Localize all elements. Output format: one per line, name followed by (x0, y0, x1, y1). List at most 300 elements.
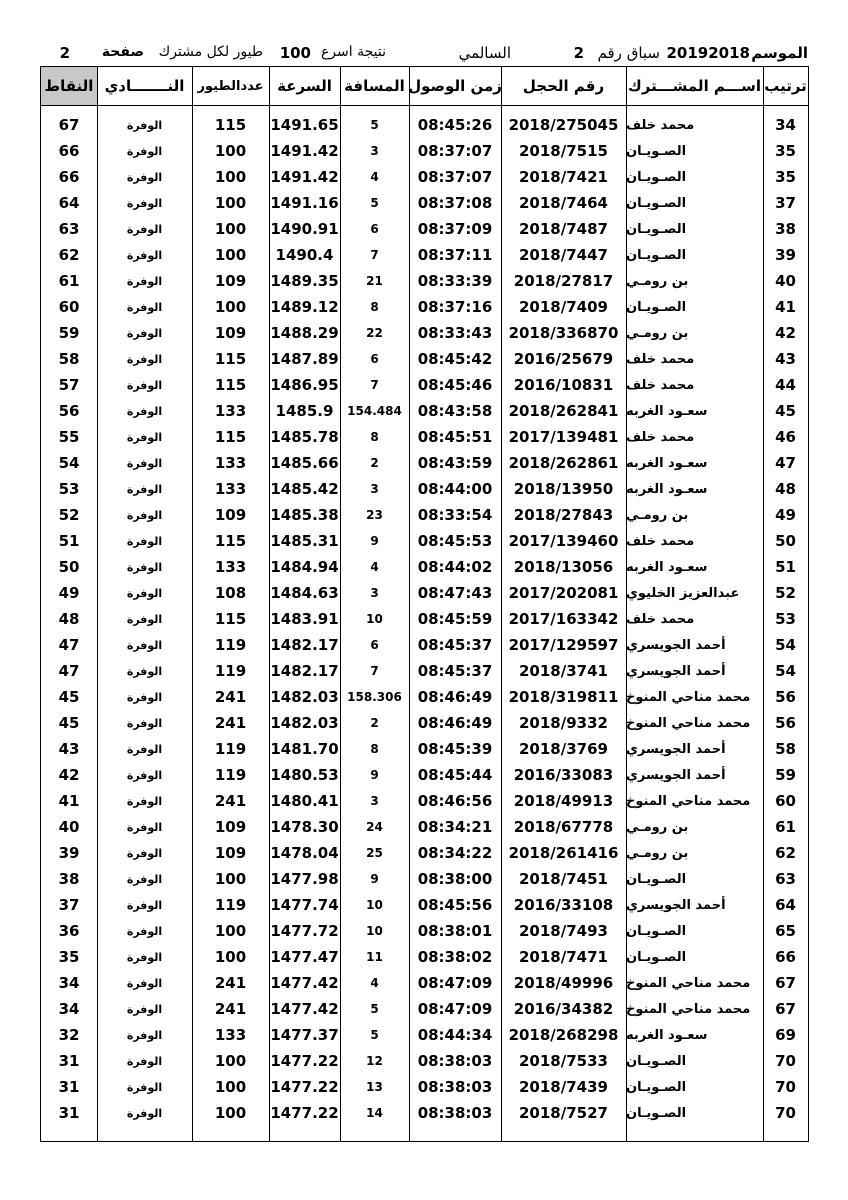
col-header-distance: المسافة (344, 77, 405, 95)
cell-ring: 2018/7421 (519, 168, 608, 186)
cell-name: سعـود الغربه (626, 403, 708, 419)
cell-distance: 12 (366, 1054, 383, 1068)
cell-rank: 67 (775, 974, 796, 992)
cell-birds: 241 (214, 714, 247, 732)
cell-rank: 35 (775, 142, 796, 160)
cell-speed: 1485.66 (270, 454, 339, 472)
cell-points: 40 (58, 818, 80, 836)
cell-speed: 1477.22 (270, 1052, 339, 1070)
cell-name: سعـود الغربه (626, 481, 708, 497)
cell-ring: 2018/3741 (519, 662, 608, 680)
cell-ring: 2018/336870 (508, 324, 619, 342)
cell-points: 66 (58, 168, 80, 186)
cell-ring: 2017/139481 (508, 428, 619, 446)
cell-birds: 133 (214, 1026, 247, 1044)
cell-club: الوفرة (126, 924, 163, 938)
cell-points: 57 (58, 376, 80, 394)
cell-birds: 133 (214, 454, 247, 472)
cell-rank: 60 (775, 792, 796, 810)
cell-birds: 100 (214, 1052, 247, 1070)
cell-ring: 2018/262861 (508, 454, 619, 472)
table-row (41, 398, 808, 424)
cell-rank: 43 (775, 350, 796, 368)
cell-rank: 56 (775, 688, 796, 706)
cell-club: الوفرة (126, 742, 163, 756)
table-row (41, 580, 808, 606)
cell-distance: 7 (370, 664, 379, 678)
cell-rank: 37 (775, 194, 796, 212)
cell-time: 08:45:56 (417, 896, 493, 914)
cell-time: 08:33:54 (417, 506, 493, 524)
cell-name: سعـود الغربه (626, 455, 708, 471)
cell-name: محمد خلف (626, 351, 695, 367)
cell-ring: 2018/275045 (508, 116, 619, 134)
results-table (40, 66, 809, 1142)
cell-name: الصـويـان (626, 923, 687, 939)
table-row (41, 502, 808, 528)
cell-birds: 109 (214, 272, 247, 290)
cell-time: 08:45:51 (417, 428, 493, 446)
table-row (41, 268, 808, 294)
cell-rank: 64 (775, 896, 796, 914)
cell-ring: 2018/7533 (519, 1052, 608, 1070)
cell-club: الوفرة (126, 1080, 163, 1094)
table-row (41, 788, 808, 814)
cell-distance: 8 (370, 300, 379, 314)
cell-rank: 41 (775, 298, 796, 316)
cell-club: الوفرة (126, 586, 163, 600)
cell-club: الوفرة (126, 118, 163, 132)
cell-speed: 1491.42 (270, 168, 339, 186)
cell-rank: 38 (775, 220, 796, 238)
cell-distance: 7 (370, 248, 379, 262)
cell-speed: 1477.42 (270, 974, 339, 992)
cell-points: 51 (58, 532, 80, 550)
cell-club: الوفرة (126, 170, 163, 184)
cell-time: 08:45:42 (417, 350, 493, 368)
cell-club: الوفرة (126, 378, 163, 392)
cell-rank: 70 (775, 1078, 796, 1096)
cell-name: محمد خلف (626, 533, 695, 549)
cell-birds: 119 (214, 662, 247, 680)
report-header (60, 42, 808, 66)
cell-rank: 58 (775, 740, 796, 758)
cell-distance: 3 (370, 794, 379, 808)
cell-name: بن رومـي (626, 507, 689, 523)
cell-time: 08:44:00 (417, 480, 493, 498)
cell-ring: 2018/7515 (519, 142, 608, 160)
cell-birds: 115 (214, 376, 247, 394)
cell-points: 59 (58, 324, 80, 342)
cell-ring: 2018/27843 (513, 506, 614, 524)
table-row (41, 138, 808, 164)
cell-rank: 62 (775, 844, 796, 862)
cell-birds: 100 (214, 870, 247, 888)
cell-distance: 5 (370, 118, 379, 132)
cell-name: محمد خلف (626, 117, 695, 133)
cell-birds: 241 (214, 792, 247, 810)
cell-time: 08:37:09 (417, 220, 493, 238)
col-header-points: النقاط (41, 67, 97, 105)
cell-birds: 109 (214, 506, 247, 524)
cell-rank: 47 (775, 454, 796, 472)
table-row (41, 554, 808, 580)
page-value: 2 (59, 44, 70, 62)
col-header-name: اســـم المشـــترك (628, 77, 761, 95)
cell-time: 08:45:46 (417, 376, 493, 394)
cell-ring: 2018/7471 (519, 948, 608, 966)
cell-ring: 2017/139460 (508, 532, 619, 550)
table-row (41, 632, 808, 658)
cell-birds: 100 (214, 246, 247, 264)
cell-rank: 49 (775, 506, 796, 524)
cell-name: الصـويـان (626, 299, 687, 315)
cell-ring: 2016/33108 (513, 896, 614, 914)
cell-distance: 13 (366, 1080, 383, 1094)
cell-club: الوفرة (126, 300, 163, 314)
table-row (41, 866, 808, 892)
cell-speed: 1482.17 (270, 636, 339, 654)
cell-rank: 54 (775, 662, 796, 680)
cell-name: الصـويـان (626, 169, 687, 185)
cell-points: 64 (58, 194, 80, 212)
cell-ring: 2018/27817 (513, 272, 614, 290)
cell-rank: 70 (775, 1052, 796, 1070)
cell-name: بن رومـي (626, 325, 689, 341)
cell-name: بن رومـي (626, 819, 689, 835)
cell-rank: 39 (775, 246, 796, 264)
cell-name: الصـويـان (626, 949, 687, 965)
cell-speed: 1487.89 (270, 350, 339, 368)
cell-club: الوفرة (126, 534, 163, 548)
table-row (41, 164, 808, 190)
cell-time: 08:45:59 (417, 610, 493, 628)
table-header-row (41, 67, 808, 106)
cell-time: 08:46:56 (417, 792, 493, 810)
cell-rank: 50 (775, 532, 796, 550)
cell-birds: 100 (214, 220, 247, 238)
cell-time: 08:43:58 (417, 402, 493, 420)
cell-rank: 53 (775, 610, 796, 628)
cell-speed: 1491.16 (270, 194, 339, 212)
cell-birds: 100 (214, 142, 247, 160)
cell-speed: 1485.31 (270, 532, 339, 550)
cell-points: 53 (58, 480, 80, 498)
cell-birds: 100 (214, 948, 247, 966)
cell-ring: 2018/262841 (508, 402, 619, 420)
cell-club: الوفرة (126, 222, 163, 236)
cell-name: محمد مناحي المنوخ (626, 689, 751, 705)
cell-name: محمد خلف (626, 611, 695, 627)
cell-points: 67 (58, 116, 80, 134)
col-header-rank: ترتيب (764, 77, 807, 95)
col-header-birds: عددالطيور (197, 78, 264, 94)
table-row (41, 736, 808, 762)
cell-name: الصـويـان (626, 871, 687, 887)
per-member-label: طيور لكل مشترك (158, 44, 263, 60)
cell-club: الوفرة (126, 976, 163, 990)
cell-name: عبدالعزيز الخليوي (626, 585, 740, 601)
table-row (41, 294, 808, 320)
cell-rank: 70 (775, 1104, 796, 1122)
cell-time: 08:37:08 (417, 194, 493, 212)
table-row (41, 710, 808, 736)
cell-birds: 115 (214, 428, 247, 446)
cell-time: 08:45:37 (417, 636, 493, 654)
cell-distance: 9 (370, 872, 379, 886)
cell-speed: 1485.38 (270, 506, 339, 524)
table-row (41, 892, 808, 918)
cell-ring: 2018/7439 (519, 1078, 608, 1096)
cell-birds: 100 (214, 168, 247, 186)
cell-speed: 1490.91 (270, 220, 339, 238)
cell-speed: 1482.03 (270, 714, 339, 732)
cell-points: 47 (58, 636, 80, 654)
cell-club: الوفرة (126, 326, 163, 340)
cell-ring: 2016/33083 (513, 766, 614, 784)
cell-birds: 100 (214, 194, 247, 212)
cell-distance: 8 (370, 742, 379, 756)
cell-distance: 9 (370, 768, 379, 782)
cell-name: أحمد الجويسري (626, 741, 726, 757)
cell-name: محمد مناحي المنوخ (626, 1001, 751, 1017)
cell-rank: 67 (775, 1000, 796, 1018)
cell-birds: 115 (214, 532, 247, 550)
cell-club: الوفرة (126, 1054, 163, 1068)
table-row (41, 970, 808, 996)
cell-rank: 56 (775, 714, 796, 732)
cell-ring: 2018/7447 (519, 246, 608, 264)
cell-club: الوفرة (126, 612, 163, 626)
cell-speed: 1482.03 (270, 688, 339, 706)
cell-distance: 22 (366, 326, 383, 340)
cell-speed: 1485.9 (275, 402, 334, 420)
cell-points: 31 (58, 1078, 80, 1096)
cell-points: 31 (58, 1052, 80, 1070)
cell-distance: 6 (370, 222, 379, 236)
cell-distance: 23 (366, 508, 383, 522)
cell-points: 49 (58, 584, 80, 602)
cell-club: الوفرة (126, 690, 163, 704)
cell-club: الوفرة (126, 560, 163, 574)
cell-birds: 133 (214, 480, 247, 498)
cell-distance: 10 (366, 898, 383, 912)
cell-name: الصـويـان (626, 1105, 687, 1121)
cell-name: بن رومـي (626, 273, 689, 289)
cell-speed: 1486.95 (270, 376, 339, 394)
cell-points: 36 (58, 922, 80, 940)
cell-rank: 48 (775, 480, 796, 498)
table-row (41, 944, 808, 970)
cell-distance: 24 (366, 820, 383, 834)
cell-points: 41 (58, 792, 80, 810)
cell-points: 58 (58, 350, 80, 368)
cell-time: 08:38:02 (417, 948, 493, 966)
cell-speed: 1485.78 (270, 428, 339, 446)
cell-distance: 25 (366, 846, 383, 860)
cell-ring: 2016/10831 (513, 376, 614, 394)
cell-points: 50 (58, 558, 80, 576)
cell-ring: 2016/25679 (513, 350, 614, 368)
cell-time: 08:46:49 (417, 714, 493, 732)
cell-time: 08:46:49 (417, 688, 493, 706)
cell-name: محمد خلف (626, 429, 695, 445)
table-row (41, 1022, 808, 1048)
cell-rank: 61 (775, 818, 796, 836)
cell-distance: 5 (370, 196, 379, 210)
cell-birds: 109 (214, 818, 247, 836)
table-row (41, 1048, 808, 1074)
col-header-ring: رقم الحجل (522, 77, 605, 95)
cell-points: 61 (58, 272, 80, 290)
cell-ring: 2017/202081 (508, 584, 619, 602)
location-name: السالمي (458, 44, 511, 62)
cell-speed: 1488.29 (270, 324, 339, 342)
table-row (41, 242, 808, 268)
table-row (41, 528, 808, 554)
cell-ring: 2017/163342 (508, 610, 619, 628)
cell-club: الوفرة (126, 768, 163, 782)
cell-birds: 100 (214, 922, 247, 940)
cell-ring: 2018/9332 (519, 714, 608, 732)
cell-name: محمد مناحي المنوخ (626, 793, 751, 809)
col-header-club: النـــــــادي (104, 77, 185, 95)
cell-points: 34 (58, 974, 80, 992)
cell-speed: 1477.22 (270, 1104, 339, 1122)
cell-points: 62 (58, 246, 80, 264)
cell-club: الوفرة (126, 456, 163, 470)
cell-speed: 1489.35 (270, 272, 339, 290)
table-row (41, 658, 808, 684)
cell-club: الوفرة (126, 196, 163, 210)
cell-time: 08:45:26 (417, 116, 493, 134)
cell-club: الوفرة (126, 716, 163, 730)
cell-speed: 1480.53 (270, 766, 339, 784)
table-row (41, 450, 808, 476)
cell-rank: 46 (775, 428, 796, 446)
cell-time: 08:47:43 (417, 584, 493, 602)
cell-speed: 1490.4 (275, 246, 334, 264)
cell-points: 38 (58, 870, 80, 888)
cell-time: 08:37:07 (417, 168, 493, 186)
cell-club: الوفرة (126, 846, 163, 860)
cell-distance: 8 (370, 430, 379, 444)
cell-rank: 44 (775, 376, 796, 394)
cell-birds: 115 (214, 610, 247, 628)
cell-time: 08:43:59 (417, 454, 493, 472)
table-row (41, 814, 808, 840)
cell-distance: 10 (366, 612, 383, 626)
cell-time: 08:33:43 (417, 324, 493, 342)
cell-birds: 109 (214, 844, 247, 862)
cell-name: بن رومـي (626, 845, 689, 861)
cell-ring: 2018/261416 (508, 844, 619, 862)
cell-time: 08:44:02 (417, 558, 493, 576)
table-row (41, 476, 808, 502)
cell-rank: 63 (775, 870, 796, 888)
cell-rank: 54 (775, 636, 796, 654)
cell-ring: 2018/13950 (513, 480, 614, 498)
cell-speed: 1477.98 (270, 870, 339, 888)
cell-speed: 1477.74 (270, 896, 339, 914)
cell-club: الوفرة (126, 508, 163, 522)
cell-name: أحمد الجويسري (626, 767, 726, 783)
cell-points: 37 (58, 896, 80, 914)
cell-speed: 1484.94 (270, 558, 339, 576)
cell-rank: 40 (775, 272, 796, 290)
cell-birds: 241 (214, 688, 247, 706)
table-row (41, 112, 808, 138)
cell-ring: 2018/49996 (513, 974, 614, 992)
cell-speed: 1477.47 (270, 948, 339, 966)
cell-time: 08:38:03 (417, 1052, 493, 1070)
cell-birds: 133 (214, 402, 247, 420)
cell-ring: 2018/7493 (519, 922, 608, 940)
cell-name: أحمد الجويسري (626, 663, 726, 679)
cell-birds: 115 (214, 350, 247, 368)
cell-name: الصـويـان (626, 143, 687, 159)
cell-name: الصـويـان (626, 247, 687, 263)
cell-time: 08:45:53 (417, 532, 493, 550)
cell-speed: 1477.42 (270, 1000, 339, 1018)
table-row (41, 606, 808, 632)
cell-distance: 10 (366, 924, 383, 938)
cell-speed: 1477.37 (270, 1026, 339, 1044)
cell-name: محمد مناحي المنوخ (626, 975, 751, 991)
cell-rank: 51 (775, 558, 796, 576)
cell-club: الوفرة (126, 638, 163, 652)
cell-ring: 2018/49913 (513, 792, 614, 810)
cell-distance: 21 (366, 274, 383, 288)
result-label: نتيجة اسرع (320, 44, 386, 60)
cell-ring: 2016/34382 (513, 1000, 614, 1018)
cell-distance: 7 (370, 378, 379, 392)
cell-time: 08:37:16 (417, 298, 493, 316)
cell-birds: 119 (214, 740, 247, 758)
cell-points: 39 (58, 844, 80, 862)
result-value: 100 (279, 44, 311, 62)
cell-rank: 35 (775, 168, 796, 186)
cell-points: 35 (58, 948, 80, 966)
table-row (41, 762, 808, 788)
cell-club: الوفرة (126, 664, 163, 678)
cell-ring: 2018/319811 (508, 688, 619, 706)
cell-name: سعـود الغربه (626, 1027, 708, 1043)
cell-points: 54 (58, 454, 80, 472)
cell-rank: 66 (775, 948, 796, 966)
cell-time: 08:37:07 (417, 142, 493, 160)
cell-ring: 2018/7487 (519, 220, 608, 238)
cell-time: 08:38:03 (417, 1078, 493, 1096)
col-header-speed: السرعة (277, 77, 332, 95)
cell-birds: 119 (214, 766, 247, 784)
cell-speed: 1482.17 (270, 662, 339, 680)
cell-ring: 2018/7409 (519, 298, 608, 316)
cell-birds: 133 (214, 558, 247, 576)
cell-speed: 1478.30 (270, 818, 339, 836)
cell-ring: 2018/7527 (519, 1104, 608, 1122)
cell-club: الوفرة (126, 144, 163, 158)
table-row (41, 1100, 808, 1126)
cell-distance: 3 (370, 586, 379, 600)
cell-points: 31 (58, 1104, 80, 1122)
cell-birds: 119 (214, 636, 247, 654)
cell-ring: 2017/129597 (508, 636, 619, 654)
cell-points: 42 (58, 766, 80, 784)
cell-points: 63 (58, 220, 80, 238)
cell-time: 08:38:01 (417, 922, 493, 940)
cell-points: 45 (58, 688, 80, 706)
